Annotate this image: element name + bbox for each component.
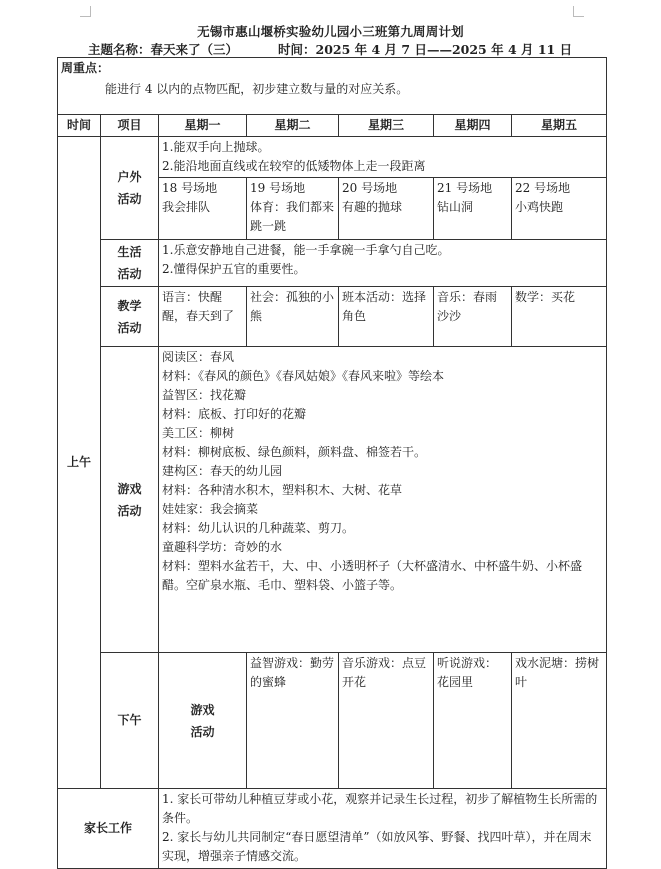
parents-label: 家长工作 — [58, 789, 159, 869]
outdoor-goals: 1.能双手向上抛球。 2.能沿地面直线或在较窄的低矮物体上走一段距离 — [159, 137, 607, 178]
outdoor-tuesday: 19 号场地 体育：我们都来跳一跳 — [247, 178, 339, 240]
teaching-monday: 语言：快醒醒，春天到了 — [159, 287, 247, 347]
afternoon-label: 下午 — [101, 653, 159, 789]
outdoor-monday: 18 号场地 我会排队 — [159, 178, 247, 240]
focus-cell — [58, 58, 607, 115]
doll-house: 娃娃家：我会摘菜 — [162, 502, 259, 516]
teaching-tuesday: 社会：孤独的小熊 — [247, 287, 339, 347]
reading-area: 阅读区：春风 — [162, 350, 235, 364]
teaching-wednesday: 班本活动：选择角色 — [339, 287, 434, 347]
weekly-plan-table — [57, 57, 607, 869]
header-item: 项目 — [101, 115, 159, 137]
reading-materials: 材料：《春风的颜色》《春风姑娘》《春风来啦》等绘本 — [162, 369, 445, 383]
teaching-row — [58, 287, 607, 347]
art-area: 美工区：柳树 — [162, 426, 235, 440]
header-wednesday: 星期三 — [339, 115, 434, 137]
focus-label: 周重点： — [61, 61, 110, 75]
art-materials: 材料：柳树底板、绿色颜料，颜料盘、棉签若干。 — [162, 445, 427, 459]
build-area: 建构区：春天的幼儿园 — [162, 464, 283, 478]
header-row — [58, 115, 607, 137]
afternoon-thursday: 戏水泥塘：捞树叶 — [512, 653, 607, 789]
life-label: 生活 活动 — [101, 240, 159, 287]
header-friday: 星期五 — [512, 115, 607, 137]
science-area: 童趣科学坊：奇妙的水 — [162, 540, 283, 554]
corner-mark-right — [573, 6, 584, 17]
header-monday: 星期一 — [159, 115, 247, 137]
build-materials: 材料：各种清水积木，塑料积木、大树、花草 — [162, 483, 403, 497]
subtitle — [88, 40, 572, 58]
outdoor-thursday: 21 号场地 钻山洞 — [434, 178, 512, 240]
header-thursday: 星期四 — [434, 115, 512, 137]
outdoor-wednesday: 20 号场地 有趣的抛球 — [339, 178, 434, 240]
parents-row — [58, 789, 607, 869]
game-areas — [159, 347, 607, 653]
parents-items: 1. 家长可带幼儿种植豆芽或小花，观察并记录生长过程，初步了解植物生长所需的条件。 2. 家长与幼儿共同制定“春日愿望清单”（如放风筝、野餐、找四叶草），并在周末实现，增强亲子情感交流。 — [159, 789, 607, 869]
outdoor-goals-row — [58, 137, 607, 178]
puzzle-area: 益智区：找花瓣 — [162, 388, 247, 402]
teaching-friday: 数学：买花 — [512, 287, 607, 347]
focus-row — [58, 58, 607, 115]
date-range: 时间：2025 年 4 月 7 日——2025 年 4 月 11 日 — [278, 42, 573, 57]
doll-house-materials: 材料：幼儿认识的几种蔬菜、剪刀。 — [162, 521, 355, 535]
header-time: 时间 — [58, 115, 101, 137]
afternoon-row — [58, 653, 607, 789]
teaching-label: 教学 活动 — [101, 287, 159, 347]
focus-text: 能进行 4 以内的点物匹配，初步建立数与量的对应关系。 — [105, 82, 409, 96]
game-label: 游戏 活动 — [101, 347, 159, 653]
teaching-thursday: 音乐：春雨沙沙 — [434, 287, 512, 347]
science-materials: 材料：塑料水盆若干，大、中、小透明杯子（大杯盛清水、中杯盛牛奶、小杯盛醋。空矿泉水瓶、毛巾、塑料袋、小篮子等。 — [162, 559, 583, 592]
morning-label: 上午 — [58, 137, 101, 789]
outdoor-friday: 22 号场地 小鸡快跑 — [512, 178, 607, 240]
afternoon-tuesday: 音乐游戏：点豆开花 — [339, 653, 434, 789]
document-title: 无锡市惠山堰桥实验幼儿园小三班第九周周计划 — [197, 24, 464, 39]
puzzle-materials: 材料：底板、打印好的花瓣 — [162, 407, 307, 421]
afternoon-monday: 益智游戏：勤劳的蜜蜂 — [247, 653, 339, 789]
corner-mark-left — [80, 6, 91, 17]
life-items: 1.乐意安静地自己进餐，能一手拿碗一手拿勺自己吃。 2.懂得保护五官的重要性。 — [159, 240, 607, 287]
header-tuesday: 星期二 — [247, 115, 339, 137]
afternoon-wednesday: 听说游戏：花园里 — [434, 653, 512, 789]
game-row — [58, 347, 607, 653]
afternoon-game-label: 游戏 活动 — [159, 653, 247, 789]
life-row — [58, 240, 607, 287]
theme-name: 主题名称：春天来了（三） — [88, 42, 239, 57]
outdoor-label: 户外 活动 — [101, 137, 159, 240]
